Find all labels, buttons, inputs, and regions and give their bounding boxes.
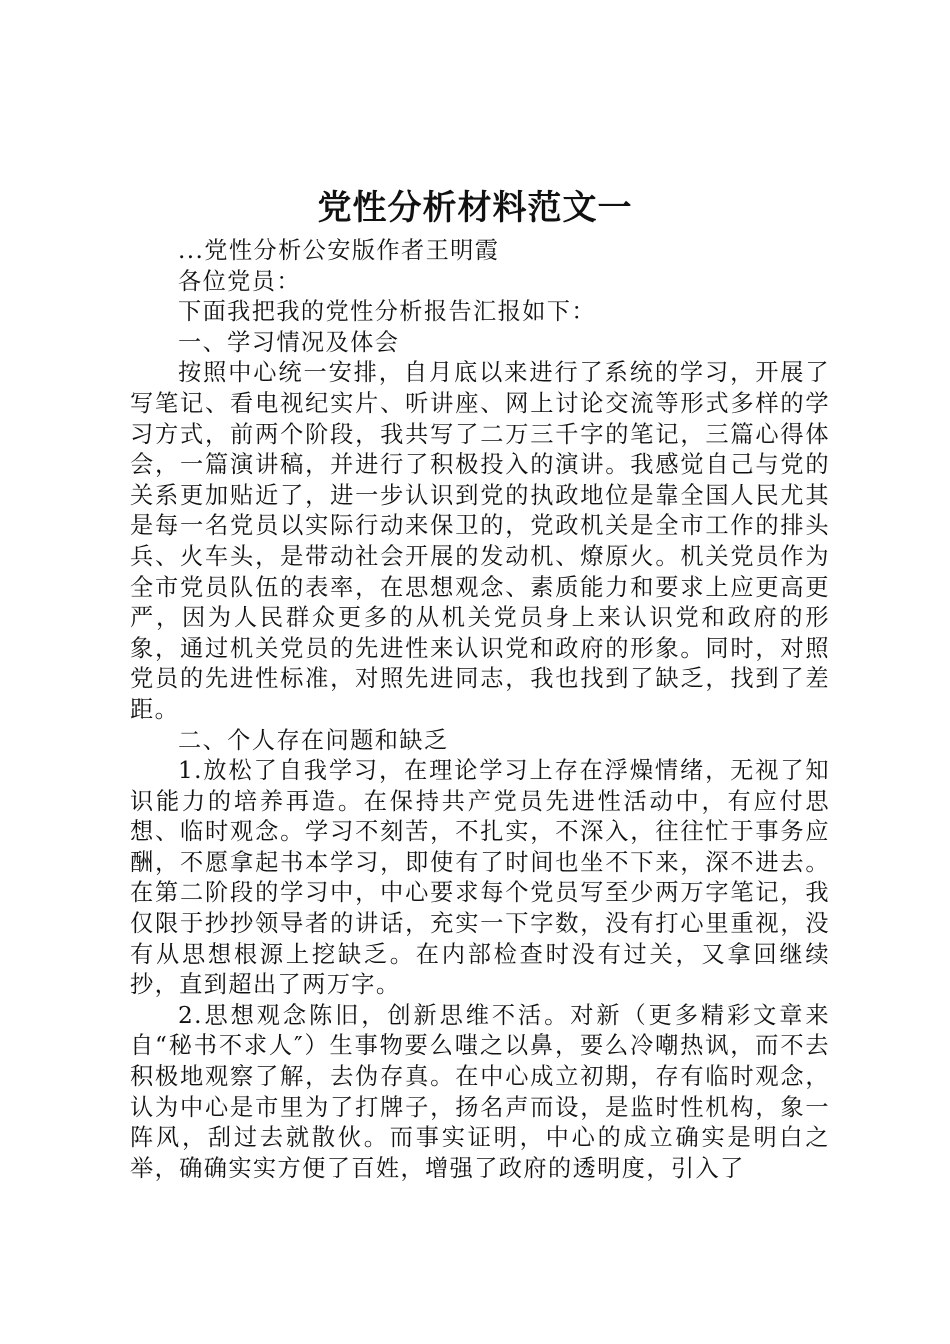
intro-paragraph: 下面我把我的党性分析报告汇报如下： xyxy=(178,298,596,326)
body-paragraph: 按照中心统一安排，自月底以来进行了系统的学习，开展了写笔记、看电视纪实片、听讲座、网上讨论交流等形式多样的学习方式，前两个阶段，我共写了二万三千字的笔记，三篇心得体会，一篇演讲稿，并进行了积极投入的演讲。我感觉自己与党的关系更加贴近了，进一步认识到党的执政地位是靠全国人民尤其是每一名党员以实际行动来保卫的，党政机关是全市工作的排头兵、火车头，是带动社会开展的发动机、燎原火。机关党员作为全市党员队伍的表率，在思想观念、素质能力和要求上应更高更严，因为人民群众更多的从机关党员身上来认识党和政府的形象，通过机关党员的先进性来认识党和政府的形象。同时，对照党员的先进性标准，对照先进同志，我也找到了缺乏，找到了差距。 xyxy=(130,359,830,723)
section-heading-2: 二、个人存在问题和缺乏 xyxy=(178,726,449,754)
document-title: 党性分析材料范文一 xyxy=(317,188,633,228)
salutation-paragraph: 各位党员： xyxy=(178,267,301,295)
body-paragraph: 1.放松了自我学习，在理论学习上存在浮燥情绪，无视了知识能力的培养再造。在保持共产党员先进性活动中，有应付思想、临时观念。学习不刻苦，不扎实，不深入，往往忙于事务应酬，不愿拿起书本学习，即使有了时间也坐不下来，深不进去。在第二阶段的学习中，中心要求每个党员写至少两万字笔记，我仅限于抄抄领导者的讲话，充实一下字数，没有打心里重视，没有从思想根源上挖缺乏。在内部检查时没有过关，又拿回继续抄，直到超出了两万字。 xyxy=(130,757,830,999)
section-heading-1: 一、学习情况及体会 xyxy=(178,328,400,356)
body-paragraph: 2.思想观念陈旧，创新思维不活。对新（更多精彩文章来自“秘书不求人″）生事物要么嗤之以鼻，要么冷嘲热讽，而不去积极地观察了解，去伪存真。在中心成立初期，存有临时观念，认为中心是市里为了打牌子，扬名声而设，是监时性机构，象一阵风，刮过去就散伙。而事实证明，中心的成立确实是明白之举，确确实实方便了百姓，增强了政府的透明度，引入了 xyxy=(130,1001,830,1182)
byline-paragraph: ...党性分析公安版作者王明霞 xyxy=(178,237,500,264)
document-body xyxy=(130,236,830,1184)
